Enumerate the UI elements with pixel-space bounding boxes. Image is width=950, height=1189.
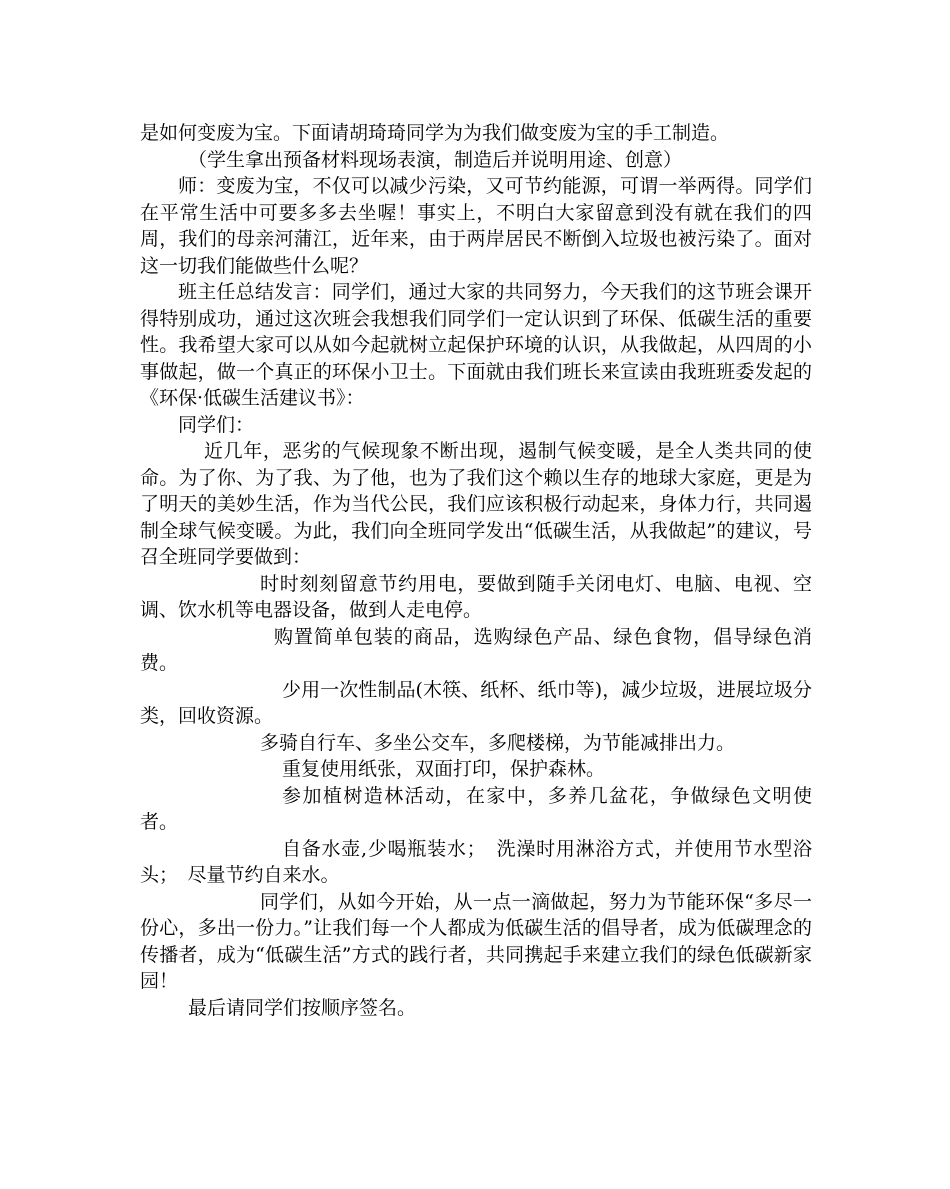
paragraph-salutation: 同学们： bbox=[178, 413, 255, 436]
document-page bbox=[140, 120, 812, 1021]
paragraph-teacher-remark: 师：变废为宝，不仅可以减少污染，又可节约能源，可谓一举两得。同学们在平常生活中可要多多去坐喔！事实上，不明白大家留意到没有就在我们的四周，我们的母亲河蒲江，近年来，由于两岸居民不断倒入垃圾也被污染了。面对这一切我们能做些什么呢？ bbox=[140, 175, 812, 277]
proposal-item-water: 自备水壶,少喝瓶装水； 洗澡时用淋浴方式，并使用节水型浴头； 尽量节约自来水。 bbox=[140, 837, 812, 886]
proposal-item-transport: 多骑自行车、多坐公交车，多爬楼梯，为节能减排出力。 bbox=[260, 731, 736, 754]
paragraph-waste-to-treasure: 是如何变废为宝。下面请胡琦琦同学为为我们做变废为宝的手工制造。 bbox=[140, 122, 730, 144]
paragraph-closing-call: 同学们，从如今开始，从一点一滴做起，努力为节能环保“多尽一份心，多出一份力。”让我们每一个人都成为低碳生活的倡导者，成为低碳理念的传播者，成为“低碳生活”方式的践行者，共同携起手来建立我们的绿色低碳新家园！ bbox=[140, 890, 812, 992]
paragraph-proposal-intro: 近几年，恶劣的气候现象不断出现，遏制气候变暖，是全人类共同的使命。为了你、为了我、为了他，也为了我们这个赖以生存的地球大家庭，更是为了明天的美妙生活，作为当代公民，我们应该积极行动起来，身体力行，共同遏制全球气候变暖。为此，我们向全班同学发出“低碳生活，从我做起”的建议，号召全班同学要做到： bbox=[140, 440, 812, 568]
proposal-item-paper: 重复使用纸张，双面打印，保护森林。 bbox=[282, 758, 606, 780]
paragraph-sign-request: 最后请同学们按顺序签名。 bbox=[188, 996, 417, 1019]
proposal-item-electricity: 时时刻刻留意节约用电，要做到随手关闭电灯、电脑、电视、空调、饮水机等电器设备，做到人走电停。 bbox=[140, 572, 812, 621]
paragraph-head-teacher-summary: 班主任总结发言：同学们，通过大家的共同努力，今天我们的这节班会课开得特别成功，通过这次班会我想我们同学们一定认识到了环保、低碳生活的重要性。我希望大家可以从如今起就树立起保护环境的认识，从我做起，从四周的小事做起，做一个真正的环保小卫士。下面就由我们班长来宣读由我班班委发起的《环保·低碳生活建议书》： bbox=[140, 281, 812, 409]
proposal-item-green-consumption: 购置简单包装的商品，选购绿色产品、绿色食物，倡导绿色消费。 bbox=[140, 625, 812, 674]
proposal-item-planting: 参加植树造林活动，在家中，多养几盆花，争做绿色文明使者。 bbox=[140, 784, 812, 833]
paragraph-student-demo: （学生拿出预备材料现场表演，制造后并说明用途、创意） bbox=[188, 148, 683, 171]
proposal-item-disposables: 少用一次性制品(木筷、纸杯、纸巾等)，减少垃圾，进展垃圾分类，回收资源。 bbox=[140, 678, 812, 727]
